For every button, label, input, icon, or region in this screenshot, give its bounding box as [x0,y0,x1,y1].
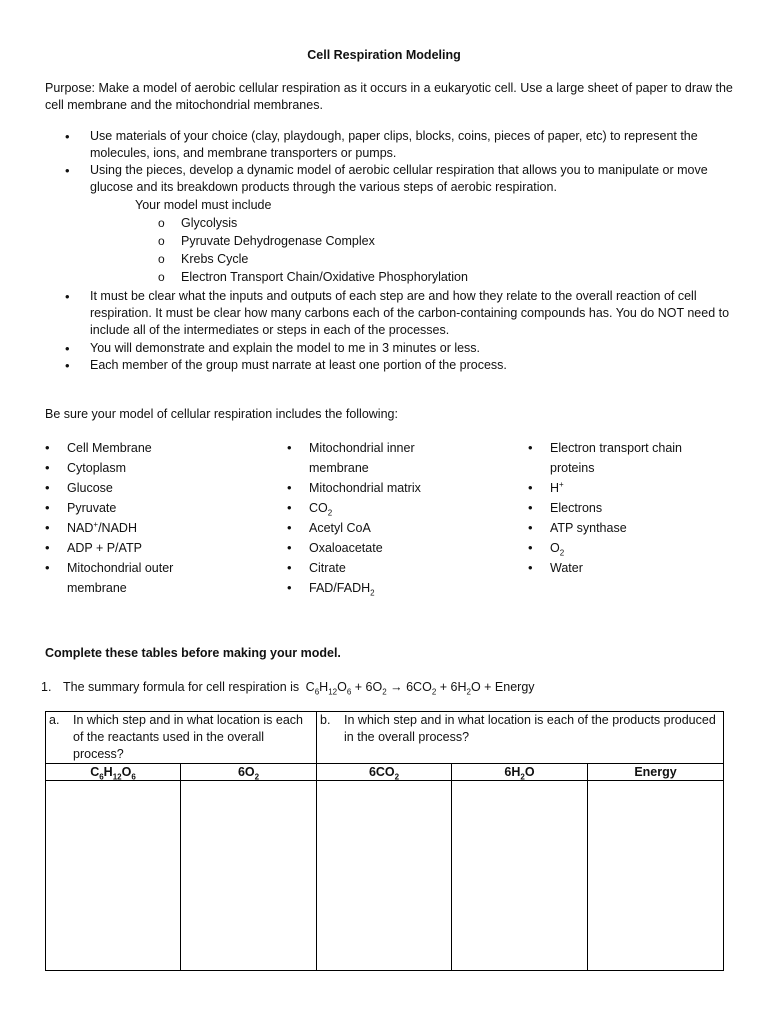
answer-cell-oxygen[interactable] [181,781,317,971]
list-item [45,458,275,478]
list-item [528,498,758,518]
bullet-marker: • [45,500,50,515]
list-item [287,538,517,558]
item-label: FAD/$FADH_2$ [309,581,375,598]
item-label: ADP + P/ATP [67,541,142,555]
bullet-marker: • [528,520,533,535]
list-item [287,478,517,498]
bullet-marker: • [287,440,292,455]
item-label: membrane [309,461,369,475]
item-label: $O_2$ [550,541,565,558]
bullet-marker: • [287,520,292,535]
bullet-marker: • [287,480,292,495]
sub-list-marker: o [158,252,165,266]
bullet-marker: • [528,500,533,515]
list-item [528,538,758,558]
bullet-marker: • [528,440,533,455]
sub-item-glycolysis: Glycolysis [181,216,238,230]
sub-list-marker: o [158,234,165,248]
list-item [287,438,517,458]
list-item [45,518,275,538]
bullet-item-narrate: Each member of the group must narrate at least one portion of the process. [90,358,507,372]
list-item [287,498,517,518]
list-item [45,558,275,578]
item-label: proteins [550,461,595,475]
bullet-item-materials: Use materials of your choice (clay, playdough, paper clips, blocks, coins, pieces of paper, etc) to represent the molecules, ions, and membrane transporters or pumps. [90,129,698,160]
answer-row [46,781,724,971]
list-item-continuation [528,458,758,478]
list-item [528,478,758,498]
bullet-marker: • [528,560,533,575]
sub-list-marker: o [158,216,165,230]
list-item [45,538,275,558]
item-label: H+ [550,479,564,495]
sub-item-pdc: Pyruvate Dehydrogenase Complex [181,234,375,248]
item-label: Mitochondrial matrix [309,481,421,495]
bullet-marker: • [45,520,50,535]
item-label: ATP synthase [550,521,627,535]
summary-formula: $C_6H_{12}O_6 + 6O_2 \to 6CO_2 + 6H_2O$ + Energy [305,680,535,697]
header-oxygen: $6O_2$ [181,764,317,781]
checklist-column-2 [287,438,517,598]
item-label: Cytoplasm [67,461,127,475]
item-label: Mitochondrial outer [67,561,174,575]
list-item [45,498,275,518]
tables-heading: Complete these tables before making your model. [45,646,341,660]
item-label: NAD+/NADH [67,519,137,535]
list-item [528,558,758,578]
header-row [46,764,724,781]
item-label: Pyruvate [67,501,117,515]
list-item [287,558,517,578]
item-label: $CO_2$ [309,501,333,518]
checklist-column-1 [45,438,275,598]
list-item [287,518,517,538]
reactants-products-table [45,711,724,971]
bullet-marker: • [65,289,70,304]
bullet-marker: • [45,440,50,455]
question-number: 1. [41,680,52,694]
bullet-marker: • [287,500,292,515]
list-item [45,438,275,458]
bullet-marker: • [45,460,50,475]
list-item-continuation [287,458,517,478]
list-item [45,478,275,498]
item-label: Electrons [550,501,603,515]
checklist-column-3 [528,438,758,578]
question-b-text: In which step and in what location is each of the products produced in the overall process? [344,713,716,744]
bullet-marker: • [528,480,533,495]
answer-cell-energy[interactable] [588,781,724,971]
list-item-continuation [45,578,275,598]
item-label: Glucose [67,481,113,495]
list-item [528,518,758,538]
header-glucose: $C_6H_{12}O_6$ [46,764,181,781]
bullet-marker: • [287,560,292,575]
answer-cell-water[interactable] [452,781,588,971]
item-label: Mitochondrial inner [309,441,415,455]
sub-item-etc: Electron Transport Chain/Oxidative Phosphorylation [181,270,468,284]
sub-item-krebs: Krebs Cycle [181,252,249,266]
sub-list-marker: o [158,270,165,284]
item-label: Electron transport chain [550,441,683,455]
item-label: membrane [67,581,127,595]
bullet-marker: • [287,540,292,555]
question-a-label: a. [49,713,60,727]
item-label: Acetyl CoA [309,521,371,535]
question-text: The summary formula for cell respiration is [63,680,300,694]
list-item [528,438,758,458]
question-row [46,712,724,764]
answer-cell-carbon-dioxide[interactable] [317,781,452,971]
item-label: Citrate [309,561,346,575]
bullet-marker: • [45,480,50,495]
question-a-cell [46,712,317,764]
bullet-marker: • [65,358,70,373]
bullet-marker: • [65,129,70,144]
item-label: Water [550,561,583,575]
bullet-item-dynamic-model: Using the pieces, develop a dynamic model of aerobic cellular respiration that allows you to manipulate or move glucose and its breakdown products through the various steps of aerobic respiration. [90,163,708,194]
question-b-label: b. [320,713,331,727]
header-water: $6H_2O$ [452,764,588,781]
bullet-marker: • [45,560,50,575]
page-title: Cell Respiration Modeling [307,48,461,62]
question-b-cell [317,712,724,764]
item-label: Cell Membrane [67,441,152,455]
question-a-text: In which step and in what location is each of the reactants used in the overall process? [73,713,303,761]
bullet-marker: • [528,540,533,555]
header-carbon-dioxide: $6CO_2$ [317,764,452,781]
item-label: Oxaloacetate [309,541,383,555]
list-item [287,578,517,598]
bullet-item-demonstrate: You will demonstrate and explain the model to me in 3 minutes or less. [90,341,481,355]
question-1 [63,679,535,696]
section-intro: Be sure your model of cellular respiration includes the following: [45,407,398,421]
bullet-marker: • [65,341,70,356]
header-energy: Energy [588,764,724,781]
answer-cell-glucose[interactable] [46,781,181,971]
bullet-marker: • [45,540,50,555]
purpose-paragraph: Purpose: Make a model of aerobic cellular respiration as it occurs in a eukaryotic cell. Use a large sheet of paper to draw the cell membrane and the mitochondrial membranes. [45,81,733,112]
model-include-label: Your model must include [135,198,272,212]
bullet-marker: • [65,163,70,178]
bullet-marker: • [287,580,292,595]
bullet-item-inputs-outputs: It must be clear what the inputs and outputs of each step are and how they relate to the overall reaction of cell respiration. It must be clear how many carbons each of the carbon-containing compounds has. You do NOT need to include all of the intermediates or steps in each of the processes. [90,289,730,337]
